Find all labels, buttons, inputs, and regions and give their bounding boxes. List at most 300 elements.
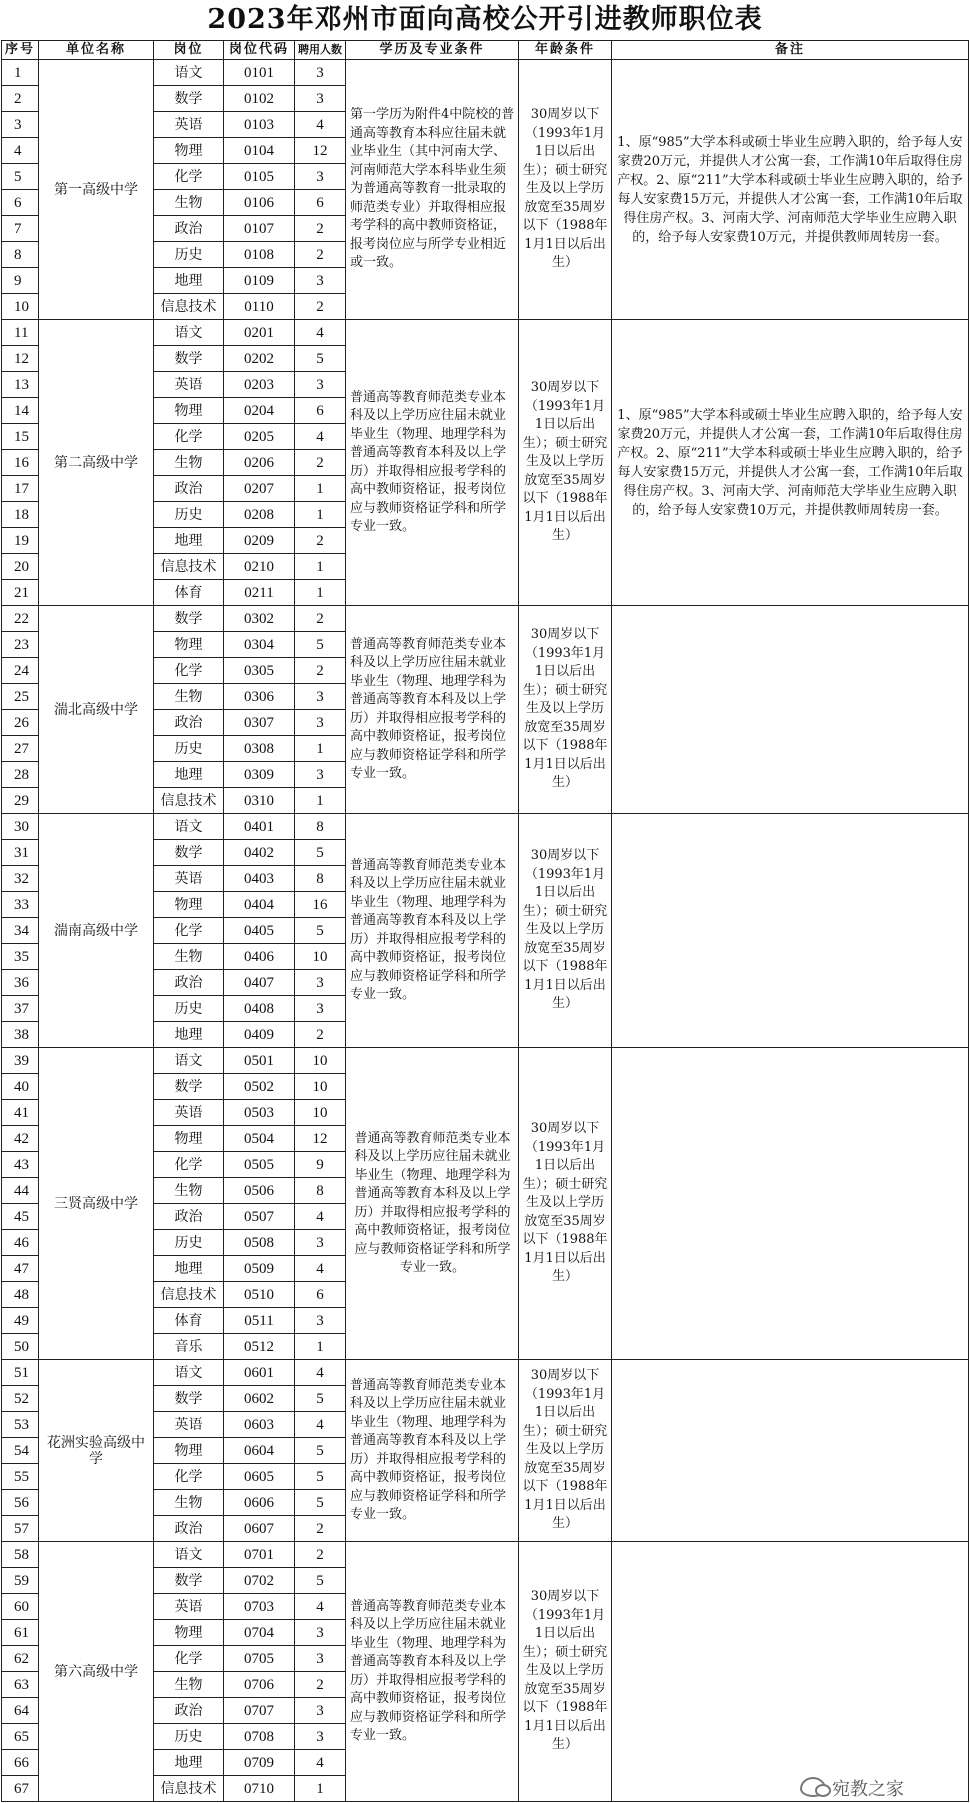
cell-code: 0207 — [224, 476, 295, 502]
cell-post: 物理 — [154, 398, 224, 424]
cell-post: 信息技术 — [154, 1776, 224, 1802]
cell-code: 0310 — [224, 788, 295, 814]
cell-hire: 2 — [295, 1022, 346, 1048]
cell-seq: 60 — [2, 1594, 39, 1620]
cell-unit: 花洲实验高级中学 — [39, 1360, 154, 1542]
cell-post: 历史 — [154, 242, 224, 268]
table-row — [2, 606, 969, 632]
cell-code: 0110 — [224, 294, 295, 320]
cell-post: 生物 — [154, 1490, 224, 1516]
cell-hire: 5 — [295, 840, 346, 866]
cell-post: 语文 — [154, 1542, 224, 1568]
cell-unit: 湍南高级中学 — [39, 814, 154, 1048]
cell-seq: 41 — [2, 1100, 39, 1126]
cell-code: 0502 — [224, 1074, 295, 1100]
cell-seq: 16 — [2, 450, 39, 476]
cell-seq: 21 — [2, 580, 39, 606]
cell-post: 信息技术 — [154, 788, 224, 814]
table-header — [2, 41, 969, 60]
cell-hire: 4 — [295, 1256, 346, 1282]
cell-seq: 2 — [2, 86, 39, 112]
cell-edu: 第一学历为附件4中院校的普通高等教育本科应往届未就业毕业生（其中河南大学、河南师范大学本科毕业生须为普通高等教育一批录取的师范类专业）并取得相应报考学科的高中教师资格证，报考岗位应与所学专业相近或一致。 — [346, 60, 519, 320]
cell-seq: 25 — [2, 684, 39, 710]
cell-post: 政治 — [154, 1516, 224, 1542]
cell-post: 生物 — [154, 1178, 224, 1204]
cell-post: 数学 — [154, 1568, 224, 1594]
cell-hire: 4 — [295, 1750, 346, 1776]
cell-seq: 10 — [2, 294, 39, 320]
cell-seq: 39 — [2, 1048, 39, 1074]
cell-seq: 3 — [2, 112, 39, 138]
cell-hire: 16 — [295, 892, 346, 918]
header-code: 岗位代码 — [224, 41, 295, 60]
cell-unit: 第六高级中学 — [39, 1542, 154, 1802]
cell-seq: 64 — [2, 1698, 39, 1724]
cell-code: 0104 — [224, 138, 295, 164]
cell-code: 0409 — [224, 1022, 295, 1048]
cell-seq: 8 — [2, 242, 39, 268]
cell-post: 生物 — [154, 684, 224, 710]
cell-code: 0106 — [224, 190, 295, 216]
cell-post: 数学 — [154, 840, 224, 866]
cell-code: 0103 — [224, 112, 295, 138]
cell-post: 地理 — [154, 1750, 224, 1776]
cell-remark — [612, 606, 969, 814]
cell-post: 化学 — [154, 918, 224, 944]
cell-hire: 2 — [295, 1672, 346, 1698]
cell-post: 信息技术 — [154, 554, 224, 580]
cell-hire: 2 — [295, 1516, 346, 1542]
cell-post: 化学 — [154, 424, 224, 450]
cell-hire: 5 — [295, 918, 346, 944]
cell-post: 历史 — [154, 1230, 224, 1256]
cell-seq: 58 — [2, 1542, 39, 1568]
cell-seq: 15 — [2, 424, 39, 450]
table-row — [2, 814, 969, 840]
cell-post: 地理 — [154, 1022, 224, 1048]
cell-hire: 5 — [295, 346, 346, 372]
cell-hire: 2 — [295, 294, 346, 320]
cell-code: 0504 — [224, 1126, 295, 1152]
cell-post: 体育 — [154, 1308, 224, 1334]
cell-code: 0708 — [224, 1724, 295, 1750]
cell-post: 政治 — [154, 970, 224, 996]
cell-seq: 51 — [2, 1360, 39, 1386]
cell-hire: 3 — [295, 164, 346, 190]
cell-post: 英语 — [154, 112, 224, 138]
header-age: 年龄条件 — [519, 41, 612, 60]
cell-hire: 8 — [295, 814, 346, 840]
cell-hire: 12 — [295, 1126, 346, 1152]
cell-hire: 3 — [295, 1230, 346, 1256]
cell-hire: 1 — [295, 1776, 346, 1802]
cell-hire: 4 — [295, 1204, 346, 1230]
cell-post: 物理 — [154, 1126, 224, 1152]
cell-seq: 53 — [2, 1412, 39, 1438]
cell-seq: 56 — [2, 1490, 39, 1516]
cell-hire: 3 — [295, 60, 346, 86]
cell-post: 政治 — [154, 1698, 224, 1724]
cell-post: 物理 — [154, 1620, 224, 1646]
cell-seq: 29 — [2, 788, 39, 814]
cell-code: 0107 — [224, 216, 295, 242]
cell-hire: 1 — [295, 788, 346, 814]
cell-post: 地理 — [154, 268, 224, 294]
cell-code: 0404 — [224, 892, 295, 918]
cell-code: 0606 — [224, 1490, 295, 1516]
cell-post: 英语 — [154, 866, 224, 892]
cell-seq: 26 — [2, 710, 39, 736]
cell-seq: 67 — [2, 1776, 39, 1802]
header-unit: 单位名称 — [39, 41, 154, 60]
cell-hire: 1 — [295, 502, 346, 528]
cell-hire: 1 — [295, 1334, 346, 1360]
cell-code: 0403 — [224, 866, 295, 892]
table-body — [2, 60, 969, 1802]
cell-seq: 17 — [2, 476, 39, 502]
cell-code: 0211 — [224, 580, 295, 606]
cell-seq: 13 — [2, 372, 39, 398]
cell-code: 0508 — [224, 1230, 295, 1256]
cell-code: 0705 — [224, 1646, 295, 1672]
cell-seq: 6 — [2, 190, 39, 216]
cell-code: 0308 — [224, 736, 295, 762]
cell-code: 0306 — [224, 684, 295, 710]
cell-code: 0512 — [224, 1334, 295, 1360]
cell-code: 0501 — [224, 1048, 295, 1074]
table-row — [2, 60, 969, 86]
cell-post: 化学 — [154, 1646, 224, 1672]
cell-hire: 10 — [295, 944, 346, 970]
cell-remark — [612, 1542, 969, 1802]
cell-code: 0209 — [224, 528, 295, 554]
cell-post: 语文 — [154, 60, 224, 86]
cell-post: 语文 — [154, 1048, 224, 1074]
cell-hire: 10 — [295, 1048, 346, 1074]
cell-hire: 3 — [295, 1308, 346, 1334]
cell-code: 0205 — [224, 424, 295, 450]
cell-post: 音乐 — [154, 1334, 224, 1360]
cell-post: 语文 — [154, 320, 224, 346]
cell-hire: 5 — [295, 1438, 346, 1464]
cell-hire: 8 — [295, 866, 346, 892]
cell-code: 0602 — [224, 1386, 295, 1412]
cell-hire: 1 — [295, 554, 346, 580]
cell-hire: 3 — [295, 970, 346, 996]
cell-post: 化学 — [154, 1464, 224, 1490]
cell-code: 0405 — [224, 918, 295, 944]
cell-hire: 2 — [295, 450, 346, 476]
cell-post: 地理 — [154, 762, 224, 788]
cell-seq: 40 — [2, 1074, 39, 1100]
cell-post: 英语 — [154, 1412, 224, 1438]
cell-code: 0704 — [224, 1620, 295, 1646]
cell-hire: 3 — [295, 1620, 346, 1646]
cell-seq: 61 — [2, 1620, 39, 1646]
cell-code: 0408 — [224, 996, 295, 1022]
cell-code: 0401 — [224, 814, 295, 840]
header-post: 岗位 — [154, 41, 224, 60]
cell-seq: 47 — [2, 1256, 39, 1282]
cell-seq: 45 — [2, 1204, 39, 1230]
cell-age: 30周岁以下（1993年1月1日以后出生）；硕士研究生及以上学历放宽至35周岁以下（1988年1月1日以后出生） — [519, 1542, 612, 1802]
cell-hire: 3 — [295, 86, 346, 112]
cell-edu: 普通高等教育师范类专业本科及以上学历应往届未就业毕业生（物理、地理学科为普通高等教育本科及以上学历）并取得相应报考学科的高中教师资格证，报考岗位应与教师资格证学科和所学专业一致。 — [346, 1542, 519, 1802]
cell-unit: 第一高级中学 — [39, 60, 154, 320]
cell-hire: 3 — [295, 762, 346, 788]
cell-hire: 2 — [295, 658, 346, 684]
cell-code: 0510 — [224, 1282, 295, 1308]
cell-age: 30周岁以下（1993年1月1日以后出生）；硕士研究生及以上学历放宽至35周岁以下（1988年1月1日以后出生） — [519, 1048, 612, 1360]
cell-hire: 4 — [295, 1360, 346, 1386]
cell-code: 0605 — [224, 1464, 295, 1490]
cell-hire: 4 — [295, 1594, 346, 1620]
cell-hire: 3 — [295, 684, 346, 710]
cell-code: 0604 — [224, 1438, 295, 1464]
cell-post: 地理 — [154, 1256, 224, 1282]
cell-edu: 普通高等教育师范类专业本科及以上学历应往届未就业毕业生（物理、地理学科为普通高等教育本科及以上学历）并取得相应报考学科的高中教师资格证，报考岗位应与教师资格证学科和所学专业一致。 — [346, 1360, 519, 1542]
cell-seq: 19 — [2, 528, 39, 554]
table-row — [2, 1048, 969, 1074]
cell-edu: 普通高等教育师范类专业本科及以上学历应往届未就业毕业生（物理、地理学科为普通高等教育本科及以上学历）并取得相应报考学科的高中教师资格证，报考岗位应与教师资格证学科和所学专业一致。 — [346, 1048, 519, 1360]
cell-seq: 36 — [2, 970, 39, 996]
cell-code: 0206 — [224, 450, 295, 476]
cell-hire: 3 — [295, 996, 346, 1022]
cell-hire: 2 — [295, 242, 346, 268]
cell-hire: 4 — [295, 424, 346, 450]
cell-code: 0701 — [224, 1542, 295, 1568]
cell-post: 信息技术 — [154, 1282, 224, 1308]
cell-post: 历史 — [154, 996, 224, 1022]
cell-post: 地理 — [154, 528, 224, 554]
cell-hire: 6 — [295, 190, 346, 216]
cell-remark — [612, 814, 969, 1048]
cell-code: 0202 — [224, 346, 295, 372]
table-row — [2, 1360, 969, 1386]
cell-seq: 31 — [2, 840, 39, 866]
cell-seq: 33 — [2, 892, 39, 918]
cell-post: 语文 — [154, 1360, 224, 1386]
cell-code: 0601 — [224, 1360, 295, 1386]
cell-seq: 12 — [2, 346, 39, 372]
cell-seq: 54 — [2, 1438, 39, 1464]
cell-hire: 5 — [295, 1386, 346, 1412]
table-row — [2, 1542, 969, 1568]
cell-code: 0108 — [224, 242, 295, 268]
page-title: 2023年邓州市面向高校公开引进教师职位表 — [207, 4, 763, 35]
cell-seq: 20 — [2, 554, 39, 580]
cell-seq: 18 — [2, 502, 39, 528]
watermark — [800, 1775, 904, 1801]
cell-code: 0101 — [224, 60, 295, 86]
cell-code: 0102 — [224, 86, 295, 112]
cell-hire: 1 — [295, 736, 346, 762]
cell-hire: 3 — [295, 268, 346, 294]
cell-seq: 66 — [2, 1750, 39, 1776]
cell-post: 历史 — [154, 1724, 224, 1750]
cell-post: 英语 — [154, 1594, 224, 1620]
cell-hire: 2 — [295, 606, 346, 632]
cell-remark: 1、原“985”大学本科或硕士毕业生应聘入职的，给予每人安家费20万元，并提供人才公寓一套，工作满10年后取得住房产权。2、原“211”大学本科或硕士毕业生应聘入职的，给予每人安家费15万元，并提供人才公寓一套，工作满10年后取得住房产权。3、河南大学、河南师范大学毕业生应聘入职的，给予每人安家费10万元，并提供教师周转房一套。 — [612, 60, 969, 320]
cell-post: 化学 — [154, 164, 224, 190]
table-row — [2, 320, 969, 346]
cell-post: 政治 — [154, 216, 224, 242]
cell-code: 0407 — [224, 970, 295, 996]
cell-hire: 3 — [295, 372, 346, 398]
cell-seq: 37 — [2, 996, 39, 1022]
cell-post: 生物 — [154, 450, 224, 476]
cell-seq: 9 — [2, 268, 39, 294]
cell-hire: 3 — [295, 1698, 346, 1724]
cell-code: 0305 — [224, 658, 295, 684]
cell-unit: 三贤高级中学 — [39, 1048, 154, 1360]
cell-unit: 第二高级中学 — [39, 320, 154, 606]
cell-code: 0307 — [224, 710, 295, 736]
cell-seq: 63 — [2, 1672, 39, 1698]
cell-code: 0706 — [224, 1672, 295, 1698]
cell-seq: 49 — [2, 1308, 39, 1334]
cell-age: 30周岁以下（1993年1月1日以后出生）；硕士研究生及以上学历放宽至35周岁以下（1988年1月1日以后出生） — [519, 60, 612, 320]
cell-code: 0702 — [224, 1568, 295, 1594]
cell-hire: 1 — [295, 476, 346, 502]
cell-edu: 普通高等教育师范类专业本科及以上学历应往届未就业毕业生（物理、地理学科为普通高等教育本科及以上学历）并取得相应报考学科的高中教师资格证，报考岗位应与教师资格证学科和所学专业一致。 — [346, 814, 519, 1048]
cell-code: 0204 — [224, 398, 295, 424]
cell-code: 0210 — [224, 554, 295, 580]
cell-code: 0105 — [224, 164, 295, 190]
cell-age: 30周岁以下（1993年1月1日以后出生）；硕士研究生及以上学历放宽至35周岁以下（1988年1月1日以后出生） — [519, 814, 612, 1048]
cell-hire: 6 — [295, 1282, 346, 1308]
cell-seq: 38 — [2, 1022, 39, 1048]
header-seq: 序号 — [2, 41, 39, 60]
cell-seq: 7 — [2, 216, 39, 242]
header-remark: 备注 — [612, 41, 969, 60]
cell-code: 0402 — [224, 840, 295, 866]
cell-seq: 24 — [2, 658, 39, 684]
cell-seq: 11 — [2, 320, 39, 346]
cell-edu: 普通高等教育师范类专业本科及以上学历应往届未就业毕业生（物理、地理学科为普通高等教育本科及以上学历）并取得相应报考学科的高中教师资格证，报考岗位应与教师资格证学科和所学专业一致。 — [346, 320, 519, 606]
cell-code: 0309 — [224, 762, 295, 788]
cell-code: 0509 — [224, 1256, 295, 1282]
cell-code: 0406 — [224, 944, 295, 970]
cell-edu: 普通高等教育师范类专业本科及以上学历应往届未就业毕业生（物理、地理学科为普通高等教育本科及以上学历）并取得相应报考学科的高中教师资格证，报考岗位应与教师资格证学科和所学专业一致。 — [346, 606, 519, 814]
cell-hire: 2 — [295, 216, 346, 242]
cell-age: 30周岁以下（1993年1月1日以后出生）；硕士研究生及以上学历放宽至35周岁以下（1988年1月1日以后出生） — [519, 1360, 612, 1542]
cell-seq: 57 — [2, 1516, 39, 1542]
cell-hire: 4 — [295, 112, 346, 138]
cell-post: 化学 — [154, 658, 224, 684]
cell-post: 生物 — [154, 190, 224, 216]
cell-seq: 28 — [2, 762, 39, 788]
cell-hire: 10 — [295, 1074, 346, 1100]
cell-post: 物理 — [154, 138, 224, 164]
cell-post: 数学 — [154, 606, 224, 632]
cell-hire: 4 — [295, 320, 346, 346]
cell-seq: 43 — [2, 1152, 39, 1178]
cell-hire: 3 — [295, 710, 346, 736]
cell-post: 数学 — [154, 1074, 224, 1100]
cell-seq: 22 — [2, 606, 39, 632]
cell-code: 0607 — [224, 1516, 295, 1542]
cell-hire: 1 — [295, 580, 346, 606]
cell-hire: 5 — [295, 1464, 346, 1490]
cell-post: 信息技术 — [154, 294, 224, 320]
cell-hire: 5 — [295, 1568, 346, 1594]
header-hire: 聘用人数 — [295, 41, 346, 60]
cell-seq: 46 — [2, 1230, 39, 1256]
cell-seq: 27 — [2, 736, 39, 762]
cell-post: 历史 — [154, 502, 224, 528]
cell-code: 0503 — [224, 1100, 295, 1126]
cell-code: 0511 — [224, 1308, 295, 1334]
cell-post: 英语 — [154, 372, 224, 398]
cell-post: 物理 — [154, 632, 224, 658]
cell-post: 生物 — [154, 1672, 224, 1698]
cell-seq: 4 — [2, 138, 39, 164]
cell-remark — [612, 1360, 969, 1542]
cell-seq: 48 — [2, 1282, 39, 1308]
cell-hire: 4 — [295, 1412, 346, 1438]
cell-hire: 3 — [295, 1724, 346, 1750]
cell-hire: 9 — [295, 1152, 346, 1178]
cell-hire: 2 — [295, 528, 346, 554]
cell-post: 政治 — [154, 710, 224, 736]
cell-code: 0710 — [224, 1776, 295, 1802]
cell-hire: 5 — [295, 1490, 346, 1516]
cell-seq: 62 — [2, 1646, 39, 1672]
watermark-text: 宛教之家 — [832, 1779, 904, 1800]
cell-post: 历史 — [154, 736, 224, 762]
cell-hire: 8 — [295, 1178, 346, 1204]
cell-hire: 6 — [295, 398, 346, 424]
cell-post: 政治 — [154, 476, 224, 502]
cell-code: 0302 — [224, 606, 295, 632]
cell-seq: 5 — [2, 164, 39, 190]
cell-remark: 1、原“985”大学本科或硕士毕业生应聘入职的，给予每人安家费20万元，并提供人才公寓一套，工作满10年后取得住房产权。2、原“211”大学本科或硕士毕业生应聘入职的，给予每人安家费15万元，并提供人才公寓一套，工作满10年后取得住房产权。3、河南大学、河南师范大学毕业生应聘入职的，给予每人安家费10万元，并提供教师周转房一套。 — [612, 320, 969, 606]
cell-remark — [612, 1048, 969, 1360]
cell-seq: 52 — [2, 1386, 39, 1412]
cell-post: 物理 — [154, 892, 224, 918]
cell-age: 30周岁以下（1993年1月1日以后出生）；硕士研究生及以上学历放宽至35周岁以下（1988年1月1日以后出生） — [519, 606, 612, 814]
cell-hire: 10 — [295, 1100, 346, 1126]
cell-hire: 5 — [295, 632, 346, 658]
cell-code: 0505 — [224, 1152, 295, 1178]
cell-code: 0603 — [224, 1412, 295, 1438]
cell-code: 0201 — [224, 320, 295, 346]
cell-seq: 34 — [2, 918, 39, 944]
cell-age: 30周岁以下（1993年1月1日以后出生）；硕士研究生及以上学历放宽至35周岁以下（1988年1月1日以后出生） — [519, 320, 612, 606]
cell-code: 0208 — [224, 502, 295, 528]
cell-post: 英语 — [154, 1100, 224, 1126]
cell-post: 生物 — [154, 944, 224, 970]
cell-code: 0703 — [224, 1594, 295, 1620]
cell-code: 0203 — [224, 372, 295, 398]
positions-table — [1, 40, 969, 1802]
cell-code: 0506 — [224, 1178, 295, 1204]
cell-post: 数学 — [154, 1386, 224, 1412]
cell-code: 0507 — [224, 1204, 295, 1230]
cell-seq: 44 — [2, 1178, 39, 1204]
cell-post: 语文 — [154, 814, 224, 840]
cell-seq: 14 — [2, 398, 39, 424]
wechat-icon — [800, 1777, 826, 1797]
header-edu: 学历及专业条件 — [346, 41, 519, 60]
cell-post: 物理 — [154, 1438, 224, 1464]
cell-code: 0304 — [224, 632, 295, 658]
cell-hire: 12 — [295, 138, 346, 164]
cell-post: 化学 — [154, 1152, 224, 1178]
cell-post: 数学 — [154, 346, 224, 372]
cell-seq: 50 — [2, 1334, 39, 1360]
